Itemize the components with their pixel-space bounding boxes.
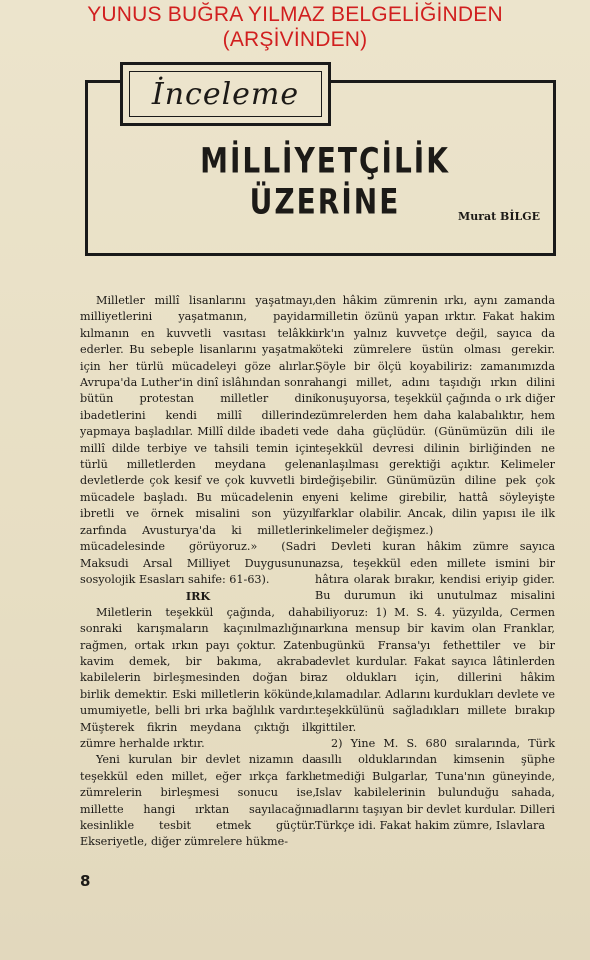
section-heading: IRK — [185, 589, 211, 604]
section-tag — [120, 62, 331, 126]
watermark-line-2: (ARŞİVİNDEN) — [222, 28, 368, 51]
archive-watermark — [0, 2, 590, 52]
left-column — [80, 293, 316, 851]
paragraph: Yeni kurulan bir devlet nizamın da teşekkül eden millet, eğer ırkça farklı zümrelerin birleşmesi sonucu ise, millette hangi ırktan sayılacağını kesinlikle tesbit etmek güçtür. Ekseriyetle, diğer zümrelere hükme- — [80, 753, 316, 849]
article-title: MİLLİYETÇİLİK ÜZERİNE — [200, 139, 450, 223]
page-number: 8 — [80, 872, 91, 890]
watermark-line-1: YUNUS BUĞRA YILMAZ BELGELİĞİNDEN — [87, 3, 503, 26]
section-tag-label: İnceleme — [151, 76, 300, 112]
paragraph: Milletler millî lisanlarını yaşatmayı, milliyetlerini yaşatmanın, payidar kılmanın en kuvvetli vasıtası telâkki ederler. Bu sebeple lisanlarını yaşatmak için her türlü mücadeleyi göze alırlar. Avrupa'da Luther'in dinî islâhından sonra bütün protestan milletler dini ibadetlerini kendi millî dillerinde yapmaya başladılar. Millî dilde ibadeti ve millî dilde terbiye ve tahsili temin için türlü milletlerden meydana gelen devletlerde çok kesif ve çok kuvvetli bir mücadele başladı. Bu mücadelenin en ibretli ve örnek misalini son yüzyıl zarfında Avusturya'da ki milletlerin mücadelesinde görüyoruz.» (Sadri Maksudi Arsal Milliyet Duygusunun sosyolojik Esasları sahife: 61-63). — [80, 294, 316, 586]
paragraph: Devleti kuran hâkim zümre sayıca azsa, teşekkül eden millete ismini bir hâtıra olarak bırakır, kendisi eriyip gider. Bu durumun iki unutulmaz misalini biliyoruz: 1) M. S. 4. yüzyılda, Cermen ırkına mensup bir kavim olan Franklar, bugünkü Fransa'yı fethettiler ve bir devlet kurdular. Fakat sayıca lâtinlerden az oldukları için, dillerini hâkim kılamadılar. Adlarını kurdukları devlete ve teşekkülünü sağladıkları millete bırakıp gittiler. — [315, 540, 555, 734]
article-author: Murat BİLGE — [458, 210, 540, 223]
paragraph: 2) Yine M. S. 680 sıralarında, Türk asıllı olduklarından kimsenin şüphe etmediği Bulgarlar, Tuna'nın güneyinde, Islav kabilelerinin bulunduğu sahada, adlarını taşıyan bir devlet kurdular. Dilleri Türkçe idi. Fakat hakim zümre, Islavlara — [315, 736, 556, 832]
paragraph: Miletlerin teşekkül çağında, daha sonraki karışmaların kaçınılmazlığına rağmen, ortak ırkın payı çoktur. Zaten kavim demek, bir bakıma, akraba kabilelerin birleşmesinden doğan bir birlik demektir. Eski milletlerin kökünde, umumiyetle, belli bri ırka bağlılık vardır. Müşterek fikrin meydana çıktığı ilk zümre herhalde ırktır. — [80, 605, 316, 750]
right-column — [315, 293, 555, 834]
paragraph: den hâkim zümrenin ırkı, aynı zamanda milletin özünü yapan ırktır. Fakat hakim ırk'ın yalnız kuvvetçe değil, sayıca da öteki zümrelere üstün olması gerekir. Şöyle bir ölçü koyabiliriz: zamanımızda hangi millet, adını taşıdığı ırkın dilini konuşuyorsa, teşekkül çağında o ırk diğer zümrelerden hem daha kalabalıktır, hem de daha güçlüdür. (Günümüzün dili ile teşekkül devresi dilinin birliğinden ne anlaşılması gerektiği açıktır. Kelimeler değişebilir. Günümüzün diline pek çok yeni kelime girebilir, hattâ söyleyişte farklar olabilir. Ancak, dilin yapısı ile ilk kelimeler değişmez.) — [315, 294, 555, 537]
